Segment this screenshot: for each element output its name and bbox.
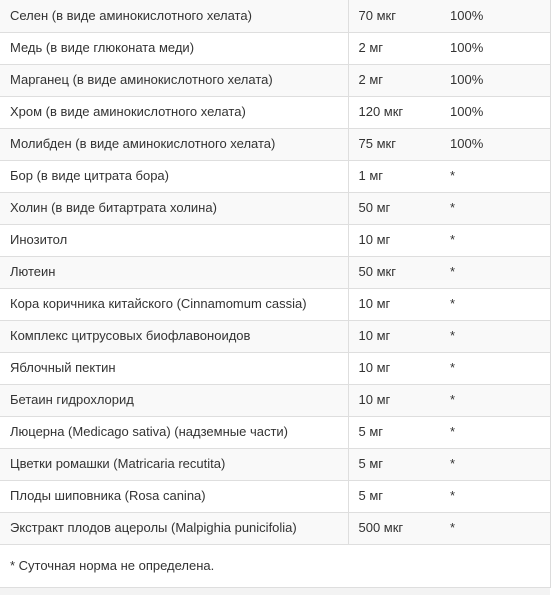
daily-value: * <box>442 384 550 416</box>
ingredient-amount: 2 мг <box>348 32 442 64</box>
ingredient-amount: 2 мг <box>348 64 442 96</box>
daily-value: * <box>442 160 550 192</box>
daily-value: * <box>442 288 550 320</box>
ingredient-amount: 5 мг <box>348 480 442 512</box>
ingredient-name: Селен (в виде аминокислотного хелата) <box>0 0 348 32</box>
table-row <box>0 96 550 128</box>
ingredient-amount: 75 мкг <box>348 128 442 160</box>
ingredient-name: Холин (в виде битартрата холина) <box>0 192 348 224</box>
daily-value: * <box>442 224 550 256</box>
table-row <box>0 128 550 160</box>
ingredient-amount: 50 мкг <box>348 256 442 288</box>
ingredient-amount: 10 мг <box>348 352 442 384</box>
ingredient-name: Плоды шиповника (Rosa canina) <box>0 480 348 512</box>
daily-value: 100% <box>442 32 550 64</box>
ingredient-amount: 50 мг <box>348 192 442 224</box>
daily-value: 100% <box>442 128 550 160</box>
ingredient-amount: 5 мг <box>348 448 442 480</box>
daily-value: * <box>442 448 550 480</box>
table-row <box>0 192 550 224</box>
ingredient-name: Экстракт плодов ацеролы (Malpighia punicifolia) <box>0 512 348 544</box>
table-row <box>0 416 550 448</box>
daily-value: 100% <box>442 96 550 128</box>
table-row <box>0 224 550 256</box>
ingredient-name: Бетаин гидрохлорид <box>0 384 348 416</box>
daily-value: * <box>442 192 550 224</box>
table-row <box>0 480 550 512</box>
daily-value: * <box>442 480 550 512</box>
ingredient-name: Люцерна (Medicago sativa) (надземные части) <box>0 416 348 448</box>
table-row <box>0 64 550 96</box>
table-row <box>0 384 550 416</box>
daily-value: * <box>442 416 550 448</box>
ingredient-name: Инозитол <box>0 224 348 256</box>
table-row <box>0 320 550 352</box>
daily-value: * <box>442 352 550 384</box>
table-row <box>0 32 550 64</box>
table-row <box>0 448 550 480</box>
ingredient-amount: 120 мкг <box>348 96 442 128</box>
ingredient-name: Бор (в виде цитрата бора) <box>0 160 348 192</box>
table-row <box>0 160 550 192</box>
ingredient-amount: 10 мг <box>348 320 442 352</box>
ingredient-amount: 5 мг <box>348 416 442 448</box>
ingredient-name: Яблочный пектин <box>0 352 348 384</box>
daily-value: * <box>442 512 550 544</box>
ingredient-amount: 70 мкг <box>348 0 442 32</box>
ingredient-name: Лютеин <box>0 256 348 288</box>
table-row <box>0 288 550 320</box>
daily-value: * <box>442 256 550 288</box>
table-row <box>0 352 550 384</box>
ingredient-name: Медь (в виде глюконата меди) <box>0 32 348 64</box>
table-row <box>0 0 550 32</box>
ingredient-amount: 500 мкг <box>348 512 442 544</box>
ingredient-name: Молибден (в виде аминокислотного хелата) <box>0 128 348 160</box>
ingredient-amount: 10 мг <box>348 384 442 416</box>
footnote: * Суточная норма не определена. <box>0 545 550 588</box>
ingredient-amount: 10 мг <box>348 224 442 256</box>
daily-value: 100% <box>442 64 550 96</box>
table-row <box>0 512 550 544</box>
daily-value: * <box>442 320 550 352</box>
table-row <box>0 256 550 288</box>
daily-value: 100% <box>442 0 550 32</box>
ingredient-name: Марганец (в виде аминокислотного хелата) <box>0 64 348 96</box>
ingredient-name: Комплекс цитрусовых биофлавоноидов <box>0 320 348 352</box>
ingredient-amount: 10 мг <box>348 288 442 320</box>
ingredient-name: Цветки ромашки (Matricaria recutita) <box>0 448 348 480</box>
ingredient-amount: 1 мг <box>348 160 442 192</box>
ingredient-name: Хром (в виде аминокислотного хелата) <box>0 96 348 128</box>
bottom-divider <box>0 588 550 595</box>
ingredient-name: Кора коричника китайского (Cinnamomum cassia) <box>0 288 348 320</box>
